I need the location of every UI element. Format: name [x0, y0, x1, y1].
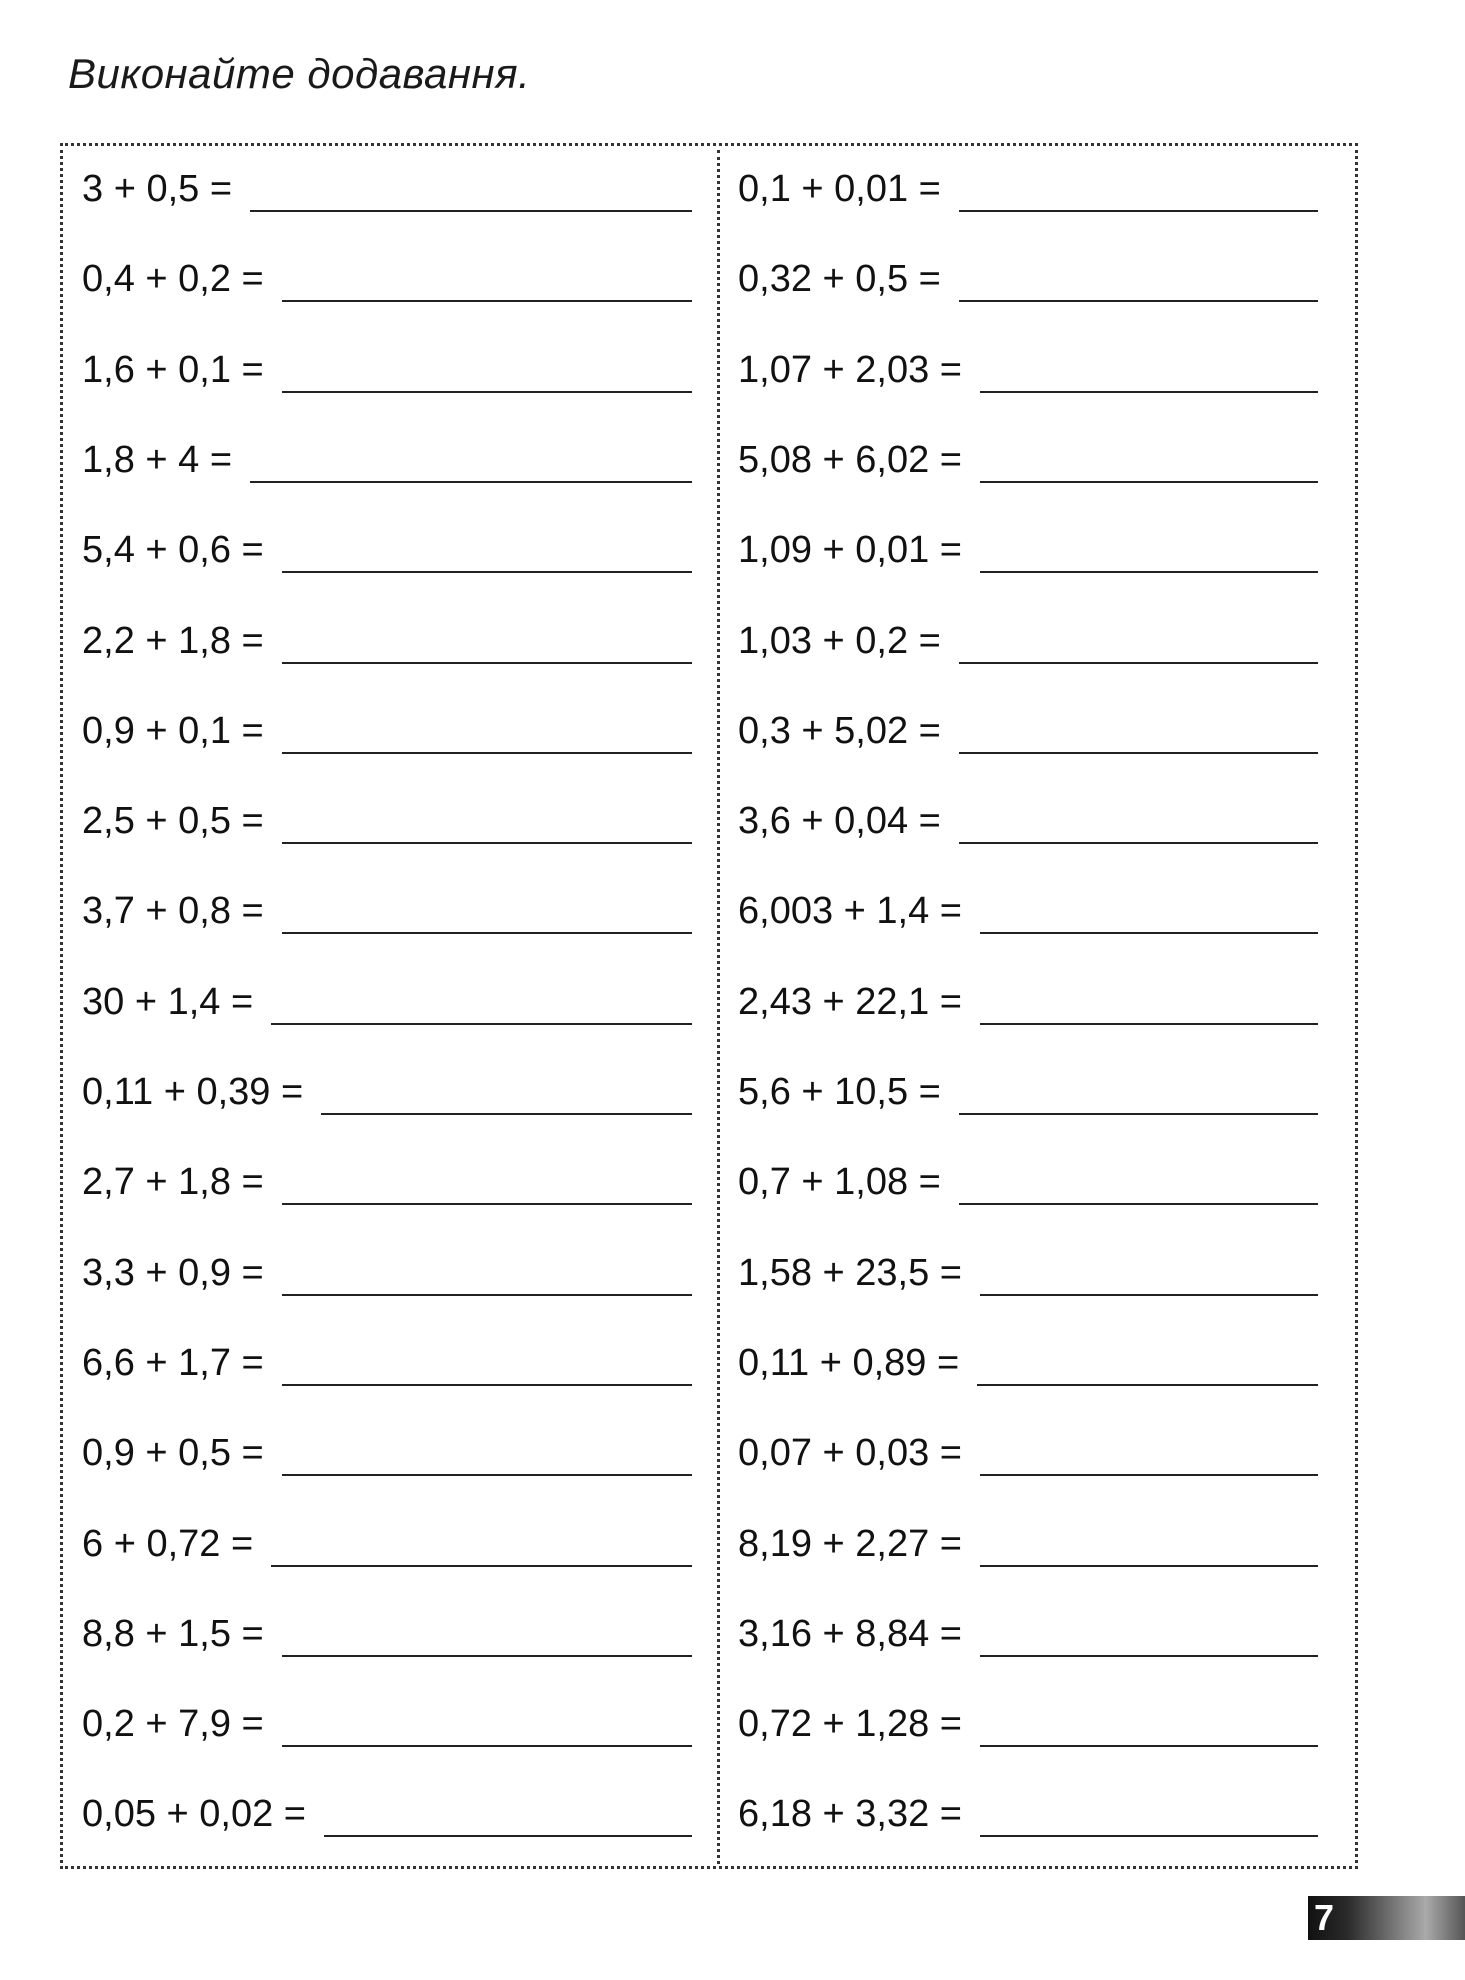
- answer-line[interactable]: [282, 932, 692, 934]
- answer-line[interactable]: [282, 752, 692, 754]
- right-exercise-row: [738, 339, 1318, 399]
- answer-line[interactable]: [980, 1474, 1318, 1476]
- right-exercise-row: [738, 1603, 1318, 1663]
- exercise-expression: 0,7 + 1,08 =: [738, 1161, 941, 1204]
- right-exercise-row: [738, 1422, 1318, 1482]
- answer-line[interactable]: [980, 932, 1318, 934]
- answer-line[interactable]: [959, 300, 1318, 302]
- left-exercise-row: [82, 790, 692, 850]
- answer-line[interactable]: [282, 842, 692, 844]
- left-exercise-row: [82, 429, 692, 489]
- answer-line[interactable]: [282, 1745, 692, 1747]
- left-exercise-row: [82, 519, 692, 579]
- right-exercise-row: [738, 248, 1318, 308]
- exercise-expression: 0,07 + 0,03 =: [738, 1432, 962, 1475]
- left-exercise-row: [82, 1513, 692, 1573]
- answer-line[interactable]: [977, 1384, 1318, 1386]
- exercise-expression: 1,07 + 2,03 =: [738, 348, 962, 391]
- exercise-expression: 2,2 + 1,8 =: [82, 619, 264, 662]
- right-exercise-row: [738, 1513, 1318, 1573]
- left-exercise-row: [82, 158, 692, 218]
- answer-line[interactable]: [959, 1203, 1318, 1205]
- exercise-expression: 3,3 + 0,9 =: [82, 1251, 264, 1294]
- right-exercise-column: [738, 150, 1318, 1864]
- answer-line[interactable]: [282, 300, 692, 302]
- answer-line[interactable]: [980, 481, 1318, 483]
- exercise-expression: 6,18 + 3,32 =: [738, 1793, 962, 1836]
- answer-line[interactable]: [980, 1565, 1318, 1567]
- left-exercise-row: [82, 1242, 692, 1302]
- answer-line[interactable]: [282, 662, 692, 664]
- exercise-expression: 0,9 + 0,1 =: [82, 709, 264, 752]
- exercise-expression: 0,32 + 0,5 =: [738, 258, 941, 301]
- answer-line[interactable]: [282, 391, 692, 393]
- answer-line[interactable]: [980, 1745, 1318, 1747]
- left-exercise-row: [82, 1061, 692, 1121]
- instruction-title: Виконайте додавання.: [68, 50, 531, 97]
- answer-line[interactable]: [282, 1655, 692, 1657]
- answer-line[interactable]: [250, 481, 692, 483]
- left-exercise-row: [82, 1783, 692, 1843]
- right-exercise-row: [738, 1332, 1318, 1392]
- exercise-expression: 0,2 + 7,9 =: [82, 1703, 264, 1746]
- answer-line[interactable]: [250, 210, 692, 212]
- left-exercise-row: [82, 1422, 692, 1482]
- right-exercise-row: [738, 158, 1318, 218]
- answer-line[interactable]: [959, 662, 1318, 664]
- answer-line[interactable]: [959, 842, 1318, 844]
- right-exercise-row: [738, 971, 1318, 1031]
- right-exercise-row: [738, 610, 1318, 670]
- answer-line[interactable]: [282, 1203, 692, 1205]
- exercise-expression: 30 + 1,4 =: [82, 980, 254, 1023]
- exercise-expression: 0,11 + 0,89 =: [738, 1341, 960, 1384]
- answer-line[interactable]: [282, 1384, 692, 1386]
- exercise-expression: 0,05 + 0,02 =: [82, 1793, 306, 1836]
- right-exercise-row: [738, 1783, 1318, 1843]
- exercise-expression: 2,43 + 22,1 =: [738, 980, 962, 1023]
- right-exercise-row: [738, 429, 1318, 489]
- right-exercise-row: [738, 1693, 1318, 1753]
- answer-line[interactable]: [282, 1474, 692, 1476]
- answer-line[interactable]: [271, 1565, 692, 1567]
- left-exercise-row: [82, 971, 692, 1031]
- exercise-expression: 5,6 + 10,5 =: [738, 1071, 941, 1113]
- right-exercise-row: [738, 790, 1318, 850]
- left-exercise-row: [82, 1332, 692, 1392]
- exercise-expression: 6,003 + 1,4 =: [738, 890, 962, 933]
- answer-line[interactable]: [321, 1113, 692, 1115]
- answer-line[interactable]: [959, 1113, 1318, 1115]
- answer-line[interactable]: [980, 1655, 1318, 1657]
- exercise-expression: 3,16 + 8,84 =: [738, 1612, 962, 1655]
- exercise-expression: 0,11 + 0,39 =: [82, 1071, 304, 1113]
- exercise-expression: 0,72 + 1,28 =: [738, 1703, 962, 1746]
- exercise-expression: 0,9 + 0,5 =: [82, 1432, 264, 1475]
- exercise-expression: 2,5 + 0,5 =: [82, 800, 264, 843]
- exercise-expression: 8,19 + 2,27 =: [738, 1522, 962, 1565]
- left-exercise-row: [82, 880, 692, 940]
- exercise-expression: 6,6 + 1,7 =: [82, 1341, 264, 1384]
- answer-line[interactable]: [980, 1294, 1318, 1296]
- page-number-badge: [1308, 1896, 1465, 1940]
- right-exercise-row: [738, 880, 1318, 940]
- left-exercise-row: [82, 610, 692, 670]
- exercise-expression: 8,8 + 1,5 =: [82, 1612, 264, 1655]
- exercise-expression: 0,3 + 5,02 =: [738, 709, 941, 752]
- answer-line[interactable]: [980, 1023, 1318, 1025]
- exercise-expression: 3,7 + 0,8 =: [82, 890, 264, 933]
- right-exercise-row: [738, 1242, 1318, 1302]
- answer-line[interactable]: [324, 1835, 692, 1837]
- right-exercise-row: [738, 1151, 1318, 1211]
- page-number: 7: [1314, 1897, 1335, 1938]
- left-exercise-row: [82, 248, 692, 308]
- right-exercise-row: [738, 519, 1318, 579]
- answer-line[interactable]: [980, 1835, 1318, 1837]
- exercise-expression: 6 + 0,72 =: [82, 1522, 254, 1565]
- exercise-expression: 1,58 + 23,5 =: [738, 1251, 962, 1294]
- exercise-expression: 5,4 + 0,6 =: [82, 529, 264, 572]
- exercise-expression: 1,03 + 0,2 =: [738, 619, 941, 662]
- exercise-expression: 1,09 + 0,01 =: [738, 529, 962, 572]
- answer-line[interactable]: [980, 391, 1318, 393]
- exercise-expression: 0,4 + 0,2 =: [82, 258, 264, 301]
- right-exercise-row: [738, 1061, 1318, 1121]
- exercise-expression: 3,6 + 0,04 =: [738, 800, 941, 843]
- answer-line[interactable]: [980, 571, 1318, 573]
- exercise-expression: 3 + 0,5 =: [82, 168, 233, 210]
- exercise-expression: 1,8 + 4 =: [82, 438, 233, 481]
- exercise-expression: 5,08 + 6,02 =: [738, 438, 962, 481]
- left-exercise-row: [82, 339, 692, 399]
- answer-line[interactable]: [271, 1023, 692, 1025]
- left-exercise-row: [82, 1693, 692, 1753]
- left-exercise-column: [82, 150, 692, 1864]
- answer-line[interactable]: [959, 210, 1318, 212]
- column-divider: [717, 150, 720, 1864]
- exercise-expression: 1,6 + 0,1 =: [82, 348, 264, 391]
- exercise-expression: 2,7 + 1,8 =: [82, 1161, 264, 1204]
- left-exercise-row: [82, 700, 692, 760]
- left-exercise-row: [82, 1603, 692, 1663]
- answer-line[interactable]: [959, 752, 1318, 754]
- exercise-expression: 0,1 + 0,01 =: [738, 168, 941, 210]
- left-exercise-row: [82, 1151, 692, 1211]
- answer-line[interactable]: [282, 1294, 692, 1296]
- right-exercise-row: [738, 700, 1318, 760]
- answer-line[interactable]: [282, 571, 692, 573]
